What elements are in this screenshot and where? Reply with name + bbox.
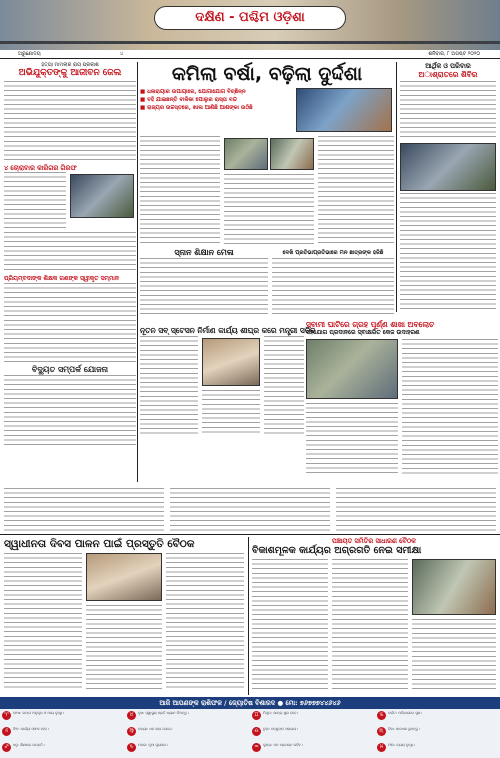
left-column: [4, 62, 136, 482]
lead-bullet-2: ■ ବହି ଯାଇଛନ୍ତି ବାଳିକା ପୋଲୁର ରାସ୍ତା ବନ୍ଦ: [140, 97, 237, 103]
right-article-text-1: [400, 81, 496, 141]
dateline-paper: ଅରୁଣୋଦୟ: [18, 51, 41, 57]
sub-article-2-text: [272, 258, 394, 318]
right-kicker: ଆର୍ଥିକ ଓ ପରିବାର: [425, 62, 471, 70]
panchayat-story: [252, 537, 496, 695]
dateline: [0, 50, 500, 59]
panchayat-kicker: ପଞ୍ଚାୟତ ସମିତିର ସାଧାରଣ ବୈଠକ: [332, 537, 416, 545]
horoscope-entry: [2, 727, 127, 739]
sub-article-3-photo: [202, 338, 260, 386]
independence-text-1: [4, 553, 82, 689]
horoscope-entry: [252, 711, 377, 723]
zodiac-sign-icon: ♈: [2, 711, 11, 720]
lead-bullet-1: ■ ଧଳାରାୟାର ଉପାୟାରେ, ଯୋଗାଯୋଗ ବିଚ୍ଛିନ୍ନ: [140, 89, 246, 95]
horoscope-text: ବୃଷ: ସ୍ୱାସ୍ଥ୍ୟ ପ୍ରତି ଧ୍ୟାନ ଦିଅନ୍ତୁ।: [138, 711, 189, 715]
column-rule-bottom: [248, 537, 249, 695]
horoscope-entry: [127, 711, 252, 723]
sub-article-3-text-3: [264, 336, 304, 434]
horoscope-banner: ଆଜି ଆପଣଙ୍କ ରାଶିଫଳ / ଜ୍ୟୋତିଷ ବିଶାରଦ ● ମୋ: ୭୬୭୭୭୪୪୬୪୬: [0, 697, 500, 709]
column-rule-2: [396, 62, 397, 312]
left-headline-1: ଅଭିଯୁକ୍ତଙ୍କୁ ଆଜୀବନ ଜେଲ: [18, 68, 122, 78]
panchayat-text-2: [332, 559, 408, 689]
horizontal-rule-bottom: [0, 534, 500, 535]
left-article-2-more: [4, 232, 136, 272]
horoscope-entry: [377, 727, 500, 739]
swami-subheadline: ସହଯୋଗ ପ୍ରଦାନରେ ସ୍ବାକ୍ଷରିତ କେଜ ଉଦାହରଣ: [306, 329, 420, 336]
sub-article-3-text-2: [202, 390, 260, 434]
lead-bullet-2-text: ବହି ଯାଇଛନ୍ତି ବାଳିକା ପୋଲୁର ରାସ୍ତା ବନ୍ଦ: [147, 97, 237, 103]
left-photo-arrested: [70, 174, 134, 218]
right-article-text-2: [400, 193, 496, 312]
column-rule-1: [137, 62, 138, 482]
dateline-page-number: ୪: [120, 51, 124, 57]
masthead-rail: [0, 41, 500, 44]
horoscope-text: ବିଛା: ସାବଧାନ ରୁହନ୍ତୁ।: [388, 727, 420, 731]
lead-bullet-1-text: ଧଳାରାୟାର ଉପାୟାରେ, ଯୋଗାଯୋଗ ବିଚ୍ଛିନ୍ନ: [147, 89, 246, 95]
lead-text-col-2: [224, 174, 314, 244]
sub-article-1-text: [140, 258, 268, 318]
left-kicker-1: ହତ୍ୟା ମାମଲାର ରାୟ ପ୍ରକାଶ: [41, 62, 99, 68]
sub-headline-1: ସ୍ନାନ ଶିକ୍ଷାନ ମେଳା: [174, 248, 234, 257]
panchayat-text-3: [412, 619, 496, 689]
independence-text-2: [86, 605, 162, 689]
horoscope-text: କର୍କଟ: ପରିବାରରେ ସୁଖ।: [388, 711, 422, 715]
lead-photo-2: [224, 138, 268, 170]
right-photo: [400, 143, 496, 191]
middle-band-text-2: [170, 488, 330, 532]
panchayat-headline: ବିକାଶମୂଳକ କାର୍ଯ୍ୟର ଅଗ୍ରଗତି ନେଇ ସମୀକ୍ଷା: [252, 545, 422, 556]
zodiac-sign-icon: ♋: [377, 711, 386, 720]
zodiac-sign-icon: ♊: [252, 711, 261, 720]
lead-bullet-3-text: ରାଜ୍ୟର ଉଚ୍ଚସ୍ତରେ, ଖାଲ ଆଣିଛି ଆଶଙ୍କା ଉଠିଛି: [147, 105, 253, 111]
sub-headline-3: ନୂତନ ସବ୍ ସ୍ଟେସନ ନିର୍ମାଣ କାର୍ଯ୍ୟ ଶୀଘ୍ର କରେ ମନ୍ତ୍ରୀ ସଚିବ: [140, 326, 316, 335]
masthead: [0, 0, 500, 50]
right-column: [400, 62, 496, 312]
zodiac-sign-icon: ♌: [2, 727, 11, 736]
swami-photo: [306, 339, 398, 399]
horoscope-grid: [0, 709, 500, 758]
left-headline-3: ପ୍ରିୟମ୍ବଦାଙ୍କ ଶିକ୍ଷକ ଗଣଙ୍କ ସ୍ୱୀକୃତ ସମ୍ମାନ: [4, 275, 119, 282]
horoscope-entry: [127, 743, 252, 755]
lead-photo-flood: [296, 88, 392, 132]
left-article-1-text: [4, 81, 136, 161]
lead-photo-3: [270, 138, 314, 170]
panchayat-photo: [412, 559, 496, 615]
lead-text-col-3: [318, 136, 394, 244]
horoscope-text: ଧନୁ: ଶିକ୍ଷାରେ ଉନ୍ନତି।: [13, 743, 45, 747]
swami-text-2: [402, 339, 498, 475]
zodiac-sign-icon: ♍: [127, 727, 136, 736]
panchayat-text-1: [252, 559, 328, 689]
swami-headline: ସ୍ବାମୀ ଘାଟିରେ ଗ୍ରହ ପୂର୍ଣ୍ଣ ଶାଖା ଅବଲୋଚ: [306, 320, 435, 329]
horoscope-text: କୁମ୍ଭ: ମନ ପ୍ରସନ୍ନ ରହିବ।: [263, 743, 303, 747]
zodiac-sign-icon: ♒: [252, 743, 261, 752]
left-article-2-text: [4, 172, 66, 230]
horoscope-entry: [252, 727, 377, 739]
horoscope-entry: [2, 711, 127, 723]
sub-headline-2: ଦେଖି ପ୍ରତିଭାପ୍ରତିଭାରେ ମନ ଛାତ୍ରଙ୍କ ହଜିଛି: [282, 250, 384, 256]
swami-text-1: [306, 403, 398, 475]
horoscope-entry: [127, 727, 252, 739]
independence-text-3: [166, 553, 244, 689]
horoscope-text: ସିଂହ: କାର୍ଯ୍ୟ ସଫଳ ହେବ।: [13, 727, 49, 731]
zodiac-sign-icon: ♓: [377, 743, 386, 752]
left-article-4-text: [4, 375, 136, 445]
zodiac-sign-icon: ♐: [2, 743, 11, 752]
zodiac-sign-icon: ♎: [252, 727, 261, 736]
zodiac-sign-icon: ♏: [377, 727, 386, 736]
horoscope-text: ତୁଳା: ବନ୍ଧୁଙ୍କ ସହାୟତା।: [263, 727, 298, 731]
middle-band-text-3: [336, 488, 496, 532]
lead-bullet-3: ■ ରାଜ୍ୟର ଉଚ୍ଚସ୍ତରେ, ଖାଲ ଆଣିଛି ଆଶଙ୍କା ଉଠିଛି: [140, 105, 253, 111]
horoscope-entry: [377, 743, 500, 755]
right-headline: ଅାଶ୍ରାତରେ ଶିବିର: [418, 70, 478, 79]
swami-ghat-story: [306, 320, 498, 482]
horoscope-text: ମେଷ: ରଙ୍ଗ ଅନୁକୂଳ ଓ ଆୟ ବୃଦ୍ଧି।: [13, 711, 64, 715]
sub-article-3-text-1: [140, 336, 198, 434]
dateline-date: ଶନିବାର, ୮ ଅଗଷ୍ଟ ୨୦୨୦: [428, 51, 480, 57]
horoscope-text: ମିଥୁନ: ଯାତ୍ରା ଶୁଭ ହେବ।: [263, 711, 299, 715]
lead-text-col-1: [140, 136, 220, 244]
horoscope-text: ମକର: ନୂଆ ସୁଯୋଗ।: [138, 743, 168, 747]
horoscope-entry: [252, 743, 377, 755]
left-headline-4: ବିଦ୍ୟୁତ ସମ୍ପର୍କ ଯୋଜନା: [31, 365, 109, 374]
left-article-3-text: [4, 283, 136, 363]
masthead-title: ଦକ୍ଷିଣ - ପଶ୍ଚିମ ଓଡ଼ିଶା: [154, 6, 346, 30]
independence-headline: ସ୍ୱାଧୀନତା ଦିବସ ପାଳନ ପାଇଁ ପ୍ରସ୍ତୁତି ବୈଠକ: [4, 538, 195, 550]
zodiac-sign-icon: ♑: [127, 743, 136, 752]
zodiac-sign-icon: ♉: [127, 711, 136, 720]
horoscope-entry: [377, 711, 500, 723]
independence-day-story: [4, 537, 244, 695]
middle-band: [4, 488, 496, 532]
left-headline-2: ୪ ଚୋରାବାର କାରିଗର ଗିରଫ: [4, 164, 77, 172]
middle-band-text-1: [4, 488, 164, 532]
horoscope-text: ମୀନ: ବ୍ୟୟ ବୃଦ୍ଧି।: [388, 743, 415, 747]
horoscope-entry: [2, 743, 127, 755]
horoscope-text: କନ୍ୟା: ଧନ ଲାଭ ଯୋଗ।: [138, 727, 173, 731]
lead-headline: କମିଲା ବର୍ଷା, ବଢ଼ିଲା ଦୁର୍ଦ୍ଦଶା: [171, 63, 363, 85]
independence-photo: [86, 553, 162, 601]
